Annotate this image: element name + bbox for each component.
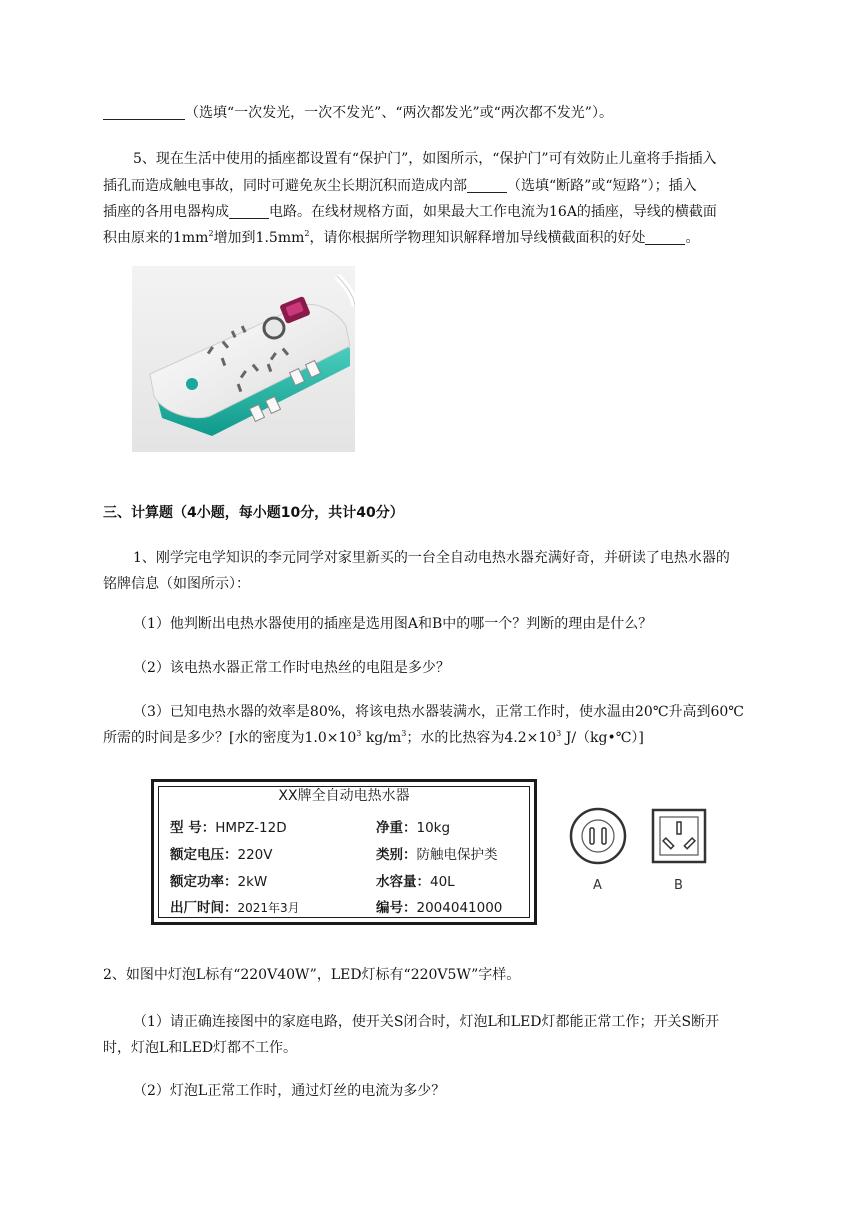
q5-line-4-text-b: 增加到1.5mm [213,230,305,246]
nameplate-weight-value: 10kg [416,820,451,836]
q5-line-3-text-b: 电路。在线材规格方面，如果最大工作电流为16A的插座，导线的横截面 [269,204,717,220]
q5-line-3-text-a: 插座的各用电器构成 [103,204,229,220]
c2-sub-1-line-2: 时，灯泡L和LED灯都不工作。 [103,1040,298,1056]
nameplate-serial [376,898,502,918]
q5-line-4-text-c: ，请你根据所学物理知识解释增加导线横截面积的好处 [309,230,646,246]
q4-tail-text: （选填“一次发光，一次不发光”、“两次都发光”或“两次都不发光”）。 [185,105,613,121]
c1-sub-3-text-c: ；水的比热容为4.2×10 [406,730,557,746]
nameplate-date-label: 出厂时间： [170,900,238,916]
nameplate-serial-label: 编号： [376,900,417,916]
c1-sub-1: （1）他判断出电热水器使用的插座是选用图A和B中的哪一个？判断的理由是什么？ [133,616,653,632]
q5-line-3 [103,199,803,225]
q5-line-4 [103,225,803,251]
nameplate-weight [376,818,450,838]
q5-line-2-text-b: （选填“断路”或“短路”）；插入 [507,178,697,194]
nameplate-weight-label: 净重： [376,820,417,836]
c2-sub-1-line-1: （1）请正确连接图中的家庭电路，使开关S闭合时，灯泡L和LED灯都能正常工作；开关S断开 [133,1014,720,1030]
answer-blank[interactable] [467,174,507,193]
superscript: 2 [304,229,310,238]
nameplate-capacity [376,872,455,892]
c1-sub-3-line-1: （3）已知电热水器的效率是80%，将该电热水器装满水，正常工作时，使水温由20℃升高到60℃ [133,704,744,720]
superscript: 3 [401,729,407,738]
nameplate-voltage-label: 额定电压： [170,847,238,863]
answer-blank[interactable] [229,200,269,219]
three-pin-socket-icon [651,808,707,864]
nameplate-date [170,898,300,918]
nameplate-capacity-label: 水容量： [376,874,430,890]
superscript: 2 [208,229,214,238]
two-pin-socket-drawing [568,806,628,866]
c2-sub-2: （2）灯泡L正常工作时，通过灯丝的电流为多少？ [133,1083,446,1099]
nameplate-voltage-value: 220V [237,847,273,863]
nameplate-category [376,845,498,865]
section-heading [103,500,803,526]
section-title: 三、计算题（4小题，每小题10分，共计40分） [103,505,404,521]
q5-line-4-text-a: 积由原来的1mm [103,230,209,246]
c1-sub-3-text-b: kg/m [361,730,402,746]
superscript: 3 [356,729,362,738]
q5-line-4-text-d: 。 [685,230,700,246]
nameplate-power [170,872,267,892]
q4-tail-line [103,100,803,126]
water-heater-nameplate [151,779,537,925]
power-strip-illustration [132,266,355,452]
power-strip-image [132,266,355,452]
answer-blank[interactable] [645,226,685,245]
nameplate-power-value: 2kW [237,874,268,890]
nameplate-serial-value: 2004041000 [416,900,503,916]
c1-sub-2: （2）该电热水器正常工作时电热丝的电阻是多少？ [133,660,450,676]
nameplate-model-value: HMPZ-12D [215,820,287,836]
nameplate-capacity-value: 40L [430,874,455,890]
nameplate-category-value: 防触电保护类 [416,847,498,863]
nameplate-model [170,818,287,838]
q5-line-2-text-a: 插孔而造成触电事故，同时可避免灰尘长期沉积而造成内部 [103,178,467,194]
nameplate-title: XX牌全自动电热水器 [278,788,410,804]
three-pin-socket-drawing [651,808,707,864]
socket-b-label: B [674,878,683,893]
q5-line-1: 5、现在生活中使用的插座都设置有“保护门”，如图所示，“保护门”可有效防止儿童将手指插入 [133,151,717,167]
nameplate-date-value: 2021年3月 [237,901,300,915]
superscript: 3 [556,729,562,738]
two-pin-socket-icon [568,806,628,866]
answer-blank[interactable] [103,101,185,120]
c1-line-2: 铭牌信息（如图所示）： [103,576,250,592]
nameplate-voltage [170,845,273,865]
c1-sub-3-text-d: J/（kg•℃）] [561,730,644,746]
c1-line-1: 1、刚学完电学知识的李元同学对家里新买的一台全自动电热水器充满好奇，并研读了电热水器的 [133,550,730,566]
nameplate-power-label: 额定功率： [170,874,238,890]
c1-sub-3-text-a: 所需的时间是多少？[水的密度为1.0×10 [103,730,357,746]
nameplate-model-label: 型 号： [170,820,216,836]
c2-line-1: 2、如图中灯泡L标有“220V40W”，LED灯标有“220V5W”字样。 [103,967,521,983]
nameplate-category-label: 类别： [376,847,417,863]
socket-a-label: A [593,878,602,893]
q5-line-2 [103,173,803,199]
c1-sub-3-line-2 [103,725,803,751]
